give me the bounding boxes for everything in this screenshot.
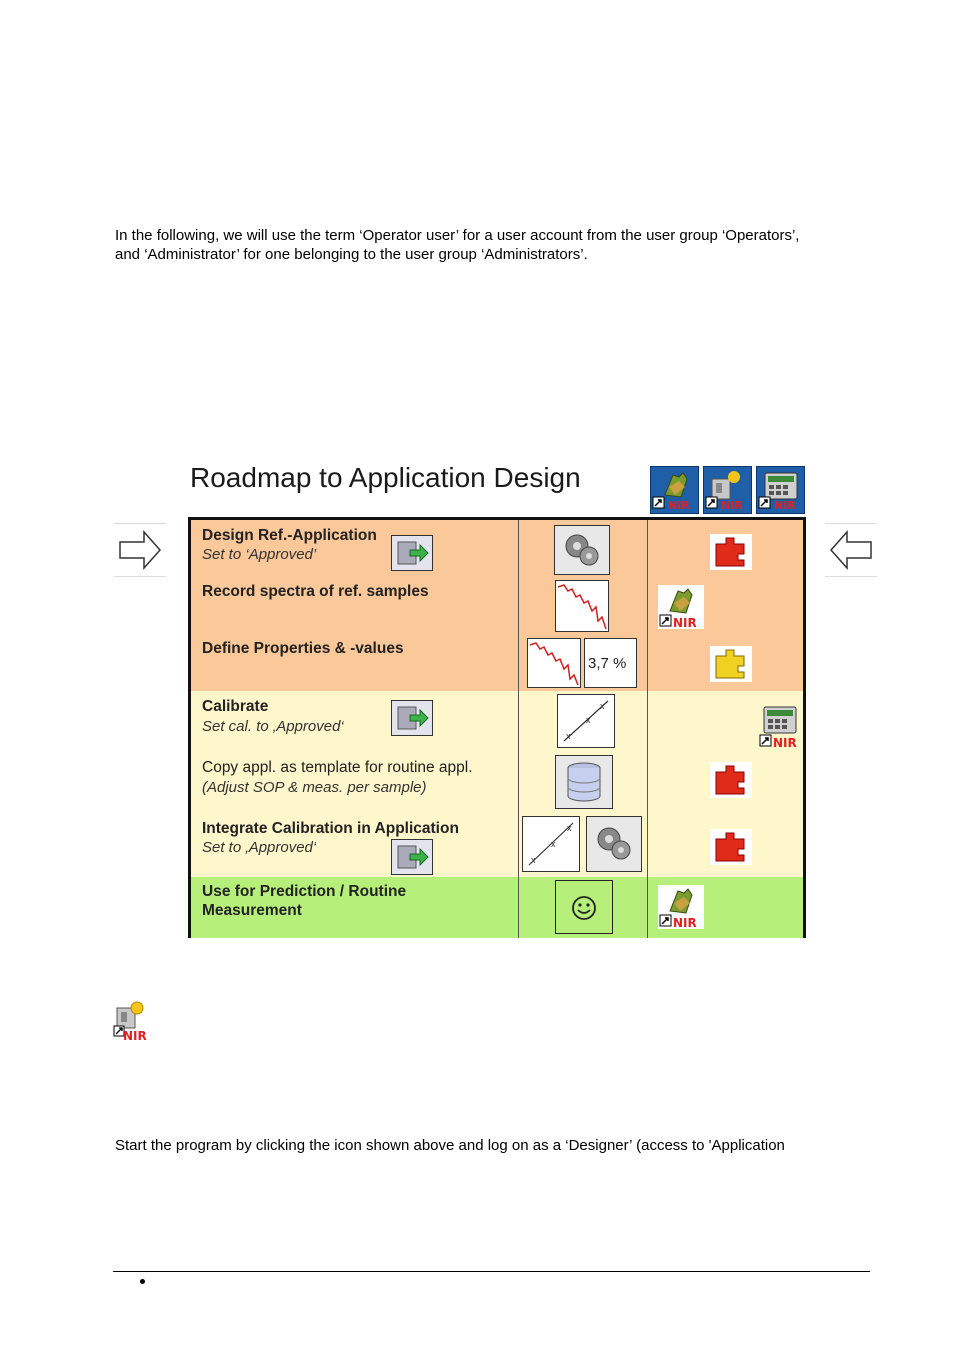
approve-icon[interactable] [391, 535, 433, 571]
roadmap-row-define-properties [191, 634, 803, 692]
svg-text:NIR: NIR [721, 499, 743, 512]
svg-text:x: x [551, 839, 556, 849]
row-label: Record spectra of ref. samples [202, 583, 429, 600]
intro-line-1: In the following, we will use the term ‘Operator user’ for a user account from the user group ‘Operators’, [115, 227, 800, 244]
svg-text:x: x [567, 823, 572, 833]
start-instruction: Start the program by clicking the icon shown above and log on as a ‘Designer’ (access to 'Application [115, 1137, 785, 1154]
svg-text:x: x [600, 701, 605, 711]
approve-icon[interactable] [391, 839, 433, 875]
svg-text:NIR: NIR [123, 1029, 147, 1042]
roadmap-row-record-spectra [191, 577, 803, 635]
gears-icon [586, 816, 642, 872]
roadmap-title: Roadmap to Application Design [190, 462, 581, 493]
puzzle-red-icon [710, 762, 752, 803]
roadmap-row-calibrate [191, 691, 803, 753]
row-label-line2: Measurement [202, 902, 302, 919]
database-icon [555, 755, 613, 809]
property-value-box: 3,7 % [584, 638, 637, 688]
roadmap-row-prediction [191, 877, 803, 938]
footer-rule [113, 1271, 870, 1272]
nir-designer-program-icon[interactable] [113, 1000, 155, 1047]
puzzle-yellow-icon [710, 646, 752, 687]
row-label: Define Properties & -values [202, 640, 404, 657]
puzzle-red-icon [710, 829, 752, 870]
roadmap-row-design-ref [191, 520, 803, 578]
calibration-plot-icon [522, 816, 580, 872]
row-sublabel: Set to ‘Approved’ [202, 546, 317, 563]
nir-operator-shortcut-icon[interactable] [650, 466, 699, 514]
row-label: Calibrate [202, 698, 269, 715]
svg-text:NIR: NIR [673, 616, 697, 629]
program-icons [650, 466, 805, 514]
roadmap-table [188, 517, 806, 938]
gears-icon [554, 525, 610, 575]
row-sublabel: Set cal. to ‚Approved‘ [202, 718, 344, 735]
row-label: Design Ref.-Application [202, 527, 377, 544]
row-sublabel: (Adjust SOP & meas. per sample) [202, 779, 427, 796]
nir-calibration-shortcut-icon[interactable] [756, 466, 805, 514]
svg-text:x: x [531, 855, 536, 865]
svg-text:NIR: NIR [668, 499, 690, 512]
nir-operator-icon [658, 885, 704, 934]
svg-text:NIR: NIR [673, 916, 697, 929]
previous-arrow-icon[interactable] [825, 523, 877, 577]
svg-text:x: x [586, 715, 591, 725]
svg-text:NIR: NIR [773, 736, 797, 749]
nir-operator-icon [658, 585, 704, 634]
next-arrow-icon[interactable] [114, 523, 166, 577]
intro-line-2: and ‘Administrator’ for one belonging to the user group ‘Administrators’. [115, 246, 588, 263]
svg-text:x: x [566, 731, 571, 741]
calibration-plot-icon [557, 694, 615, 748]
row-label: Use for Prediction / Routine [202, 883, 407, 900]
roadmap-row-integrate-calibration [191, 813, 803, 878]
approve-icon[interactable] [391, 700, 433, 736]
roadmap-row-copy-template [191, 752, 803, 814]
puzzle-red-icon [710, 534, 752, 575]
spectrum-icon [555, 580, 609, 632]
nir-designer-shortcut-icon[interactable] [703, 466, 752, 514]
footer-bullet [140, 1279, 145, 1284]
row-sublabel: Set to ‚Approved‘ [202, 839, 317, 856]
svg-text:NIR: NIR [774, 499, 796, 512]
row-label: Integrate Calibration in Application [202, 820, 459, 837]
row-label: Copy appl. as template for routine appl. [202, 759, 473, 776]
nir-calibration-icon [758, 705, 802, 754]
spectrum-icon [527, 638, 581, 688]
smiley-icon [555, 880, 613, 934]
